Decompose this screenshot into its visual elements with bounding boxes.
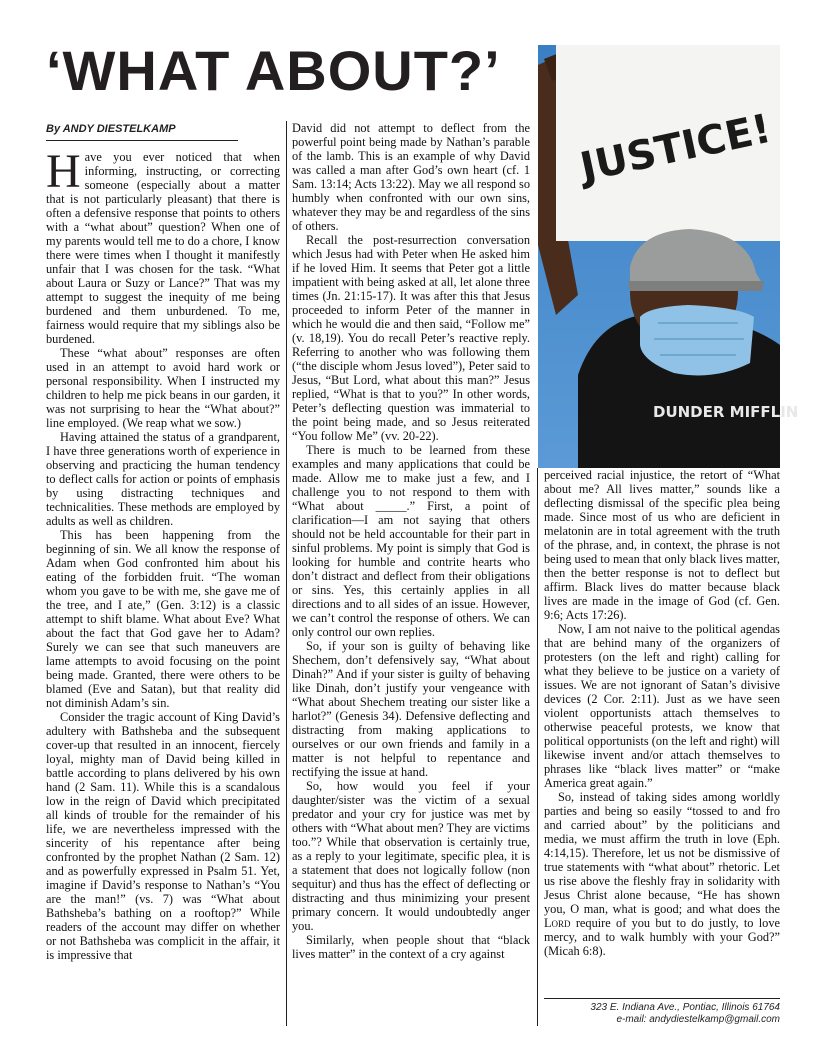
address-line: 323 E. Indiana Ave., Pontiac, Illinois 61764 bbox=[590, 1002, 780, 1013]
paragraph: Have you ever noticed that when informing, instructing, or correcting someone (especially about a matter that is not particularly pleasant) that there is often a defensive response that points to others with a “what about” question? When one of my parents would tell me to do a chore, I know there were times when I thought it manifestly unfair that I was chosen for the task. “What about Laura or Suzy or Lance?” That was my attempt to suggest the inequity of me being burdened and them unburdened. To me, fairness would require that my siblings also be burdened. bbox=[46, 145, 280, 346]
paragraph: Recall the post-resurrection conversation which Jesus had with Peter when He asked him if he loved Him. It seems that Peter got a little impatient with being asked at all, let alone three times (Jn. 21:15-17). It was after this that Jesus proceeded to inform Peter of the manner in which he would die and then said, “Follow me” (v. 18,19). You do recall Peter’s reactive reply. Referring to another who was following them (“the disciple whom Jesus loved”), Peter said to Jesus, “But Lord, what about this man?” Jesus replied, “What is that to you?” In other words, Peter’s deflecting question was immaterial to the point being made, and so Jesus reiterated “You follow Me” (vv. 20-22). bbox=[292, 233, 530, 443]
email-line: e-mail: andydiestelkamp@gmail.com bbox=[616, 1014, 780, 1025]
byline-rule bbox=[46, 140, 238, 141]
drop-cap: H bbox=[46, 145, 81, 198]
paragraph: So, if your son is guilty of behaving like Shechem, don’t defensively say, “What about Dinah?” And if your sister is guilty of behaving like Dinah, don’t justify your vengeance with “What about Shechem treating our sister like a harlot?” (Genesis 34). Defensive deflecting and distracting from making applications to ourselves or our own friends and family in a matter is not helpful to repentance and rectifying the issue at hand. bbox=[292, 639, 530, 779]
paragraph: There is much to be learned from these examples and many applications that could be made. Allow me to make just a few, and I challenge you to not respond to them with “What about _____.” First, a point of clarification—I am not saying that others should not be held accountable for their part in sinful problems. My point is simply that God is looking for humble and contrite hearts who don’t distract and deflect from their obligations or sins. Yes, this certainly applies in all directions and to all sides of an issue. However, we can’t control the response of others. We can only control our own replies. bbox=[292, 443, 530, 639]
paragraph: Similarly, when people shout that “black lives matter” in the context of a cry against bbox=[292, 933, 530, 961]
protest-photo-illustration bbox=[538, 45, 799, 468]
article-column-1 bbox=[46, 145, 280, 1030]
paragraph: This has been happening from the beginning of sin. We all know the response of Adam when God confronted him about his eating of the forbidden fruit. “The woman whom you gave to be with me, she gave me of the tree, and I ate,” (Gen. 3:12) is a classic attempt to shift blame. What about Eve? What about the fact that God gave her to Adam? Surely we can see that such maneuvers are lame attempts to avoid focusing on the point being made. Granted, there were others to be blamed (Eve and Satan), but that reality did not diminish Adam’s sin. bbox=[46, 528, 280, 710]
address-rule bbox=[544, 998, 780, 999]
paragraph: David did not attempt to deflect from the powerful point being made by Nathan’s parable of the lamb. This is an example of why David was called a man after God’s own heart (cf. 1 Sam. 13:14; Acts 13:22). May we all respond so humbly when confronted with our own sins, whatever they may be and regardless of the sins of others. bbox=[292, 121, 530, 233]
paragraph: So, how would you feel if your daughter/sister was the victim of a sexual predator and your cry for justice was met by others with “What about men? They are victims too.”? While that observation is certainly true, as a reply to your legitimate, specific plea, it is a statement that does not logically follow (non sequitur) and thus has the effect of deflecting or distracting and thus minimizing your present primary concern. It would undoubtedly anger you. bbox=[292, 779, 530, 933]
paragraph: These “what about” responses are often used in an attempt to avoid hard work or personal responsibility. When I instructed my children to help me pick beans in our garden, it was not surprising to hear the “What about?” line employed. (We reap what we sow.) bbox=[46, 346, 280, 430]
author-address bbox=[544, 1002, 780, 1026]
article-column-3 bbox=[544, 468, 780, 998]
byline: By ANDY DIESTELKAMP bbox=[46, 123, 176, 135]
paragraph: Having attained the status of a grandparent, I have three generations worth of experience in observing and practicing the human tendency to deflect calls for action or points of emphasis by using distracting techniques and technicalities. These methods are employed by adults as well as children. bbox=[46, 430, 280, 528]
article-headline: ‘WHAT ABOUT?’ bbox=[46, 39, 501, 102]
protest-photo bbox=[538, 45, 799, 468]
paragraph: perceived racial injustice, the retort of “What about me? All lives matter,” sounds like a deflecting dismissal of the specific plea being made. Since most of us who are deficient in melatonin are in total agreement with the truth of the phrase, and, in context, the phrase is not being used to mean that only black lives matter, then the better response is not to deflect but affirm. Black lives do matter because black lives are made in the image of God (cf. Gen. 9:6; Acts 17:26). bbox=[544, 468, 780, 622]
lord-smallcaps: Lord bbox=[544, 916, 571, 930]
shirt-text: DUNDER MIFFLIN bbox=[653, 403, 799, 421]
column-rule-2 bbox=[537, 468, 538, 1026]
paragraph: Consider the tragic account of King David’s adultery with Bathsheba and the subsequent cover-up that resulted in an innocent, fiercely loyal, mighty man of David being killed in battle according to plans delivered by his own hand (2 Sam. 11). While this is a scandalous low in the reign of David which precipitated all kinds of trouble for the remainder of his life, we are nevertheless impressed with the sincerity of his repentance after being confronted by the prophet Nathan (2 Sam. 12) and as powerfully expressed in Psalm 51. Yet, imagine if David’s response to Nathan’s “You are the man!” (vs. 7) was “What about Bathsheba’s bathing on a rooftop?” While readers of the account may differ on whether or not Bathsheba was complicit in the affair, it is impressive that bbox=[46, 710, 280, 962]
sign-text: JUSTICE! bbox=[576, 105, 776, 191]
paragraph: Now, I am not naive to the political agendas that are behind many of the organizers of protesters (on the left and right) calling for what they believe to be justice on a variety of issues. We are not ignorant of Satan’s divisive devices (2 Cor. 2:11). Just as we have seen violent opportunists attach themselves to otherwise peaceful protests, we know that political opportunists (on the left and right) will likewise invent and/or attach themselves to phrases like “black lives matter” or “make America great again.” bbox=[544, 622, 780, 790]
column-rule-1 bbox=[286, 121, 287, 1026]
article-column-2 bbox=[292, 121, 530, 1026]
paragraph: So, instead of taking sides among worldly parties and being so easily “tossed to and fro and carried about” by the politicians and media, we must affirm the truth in love (Eph. 4:14,15). Therefore, let us not be dismissive of true statements with “what about” rhetoric. Let us rise above the fleshly fray in solidarity with Jesus Christ alone because, “He has shown you, O man, what is good; and what does the Lord require of you but to do justly, to love mercy, and to walk humbly with your God?” (Micah 6:8). bbox=[544, 790, 780, 958]
